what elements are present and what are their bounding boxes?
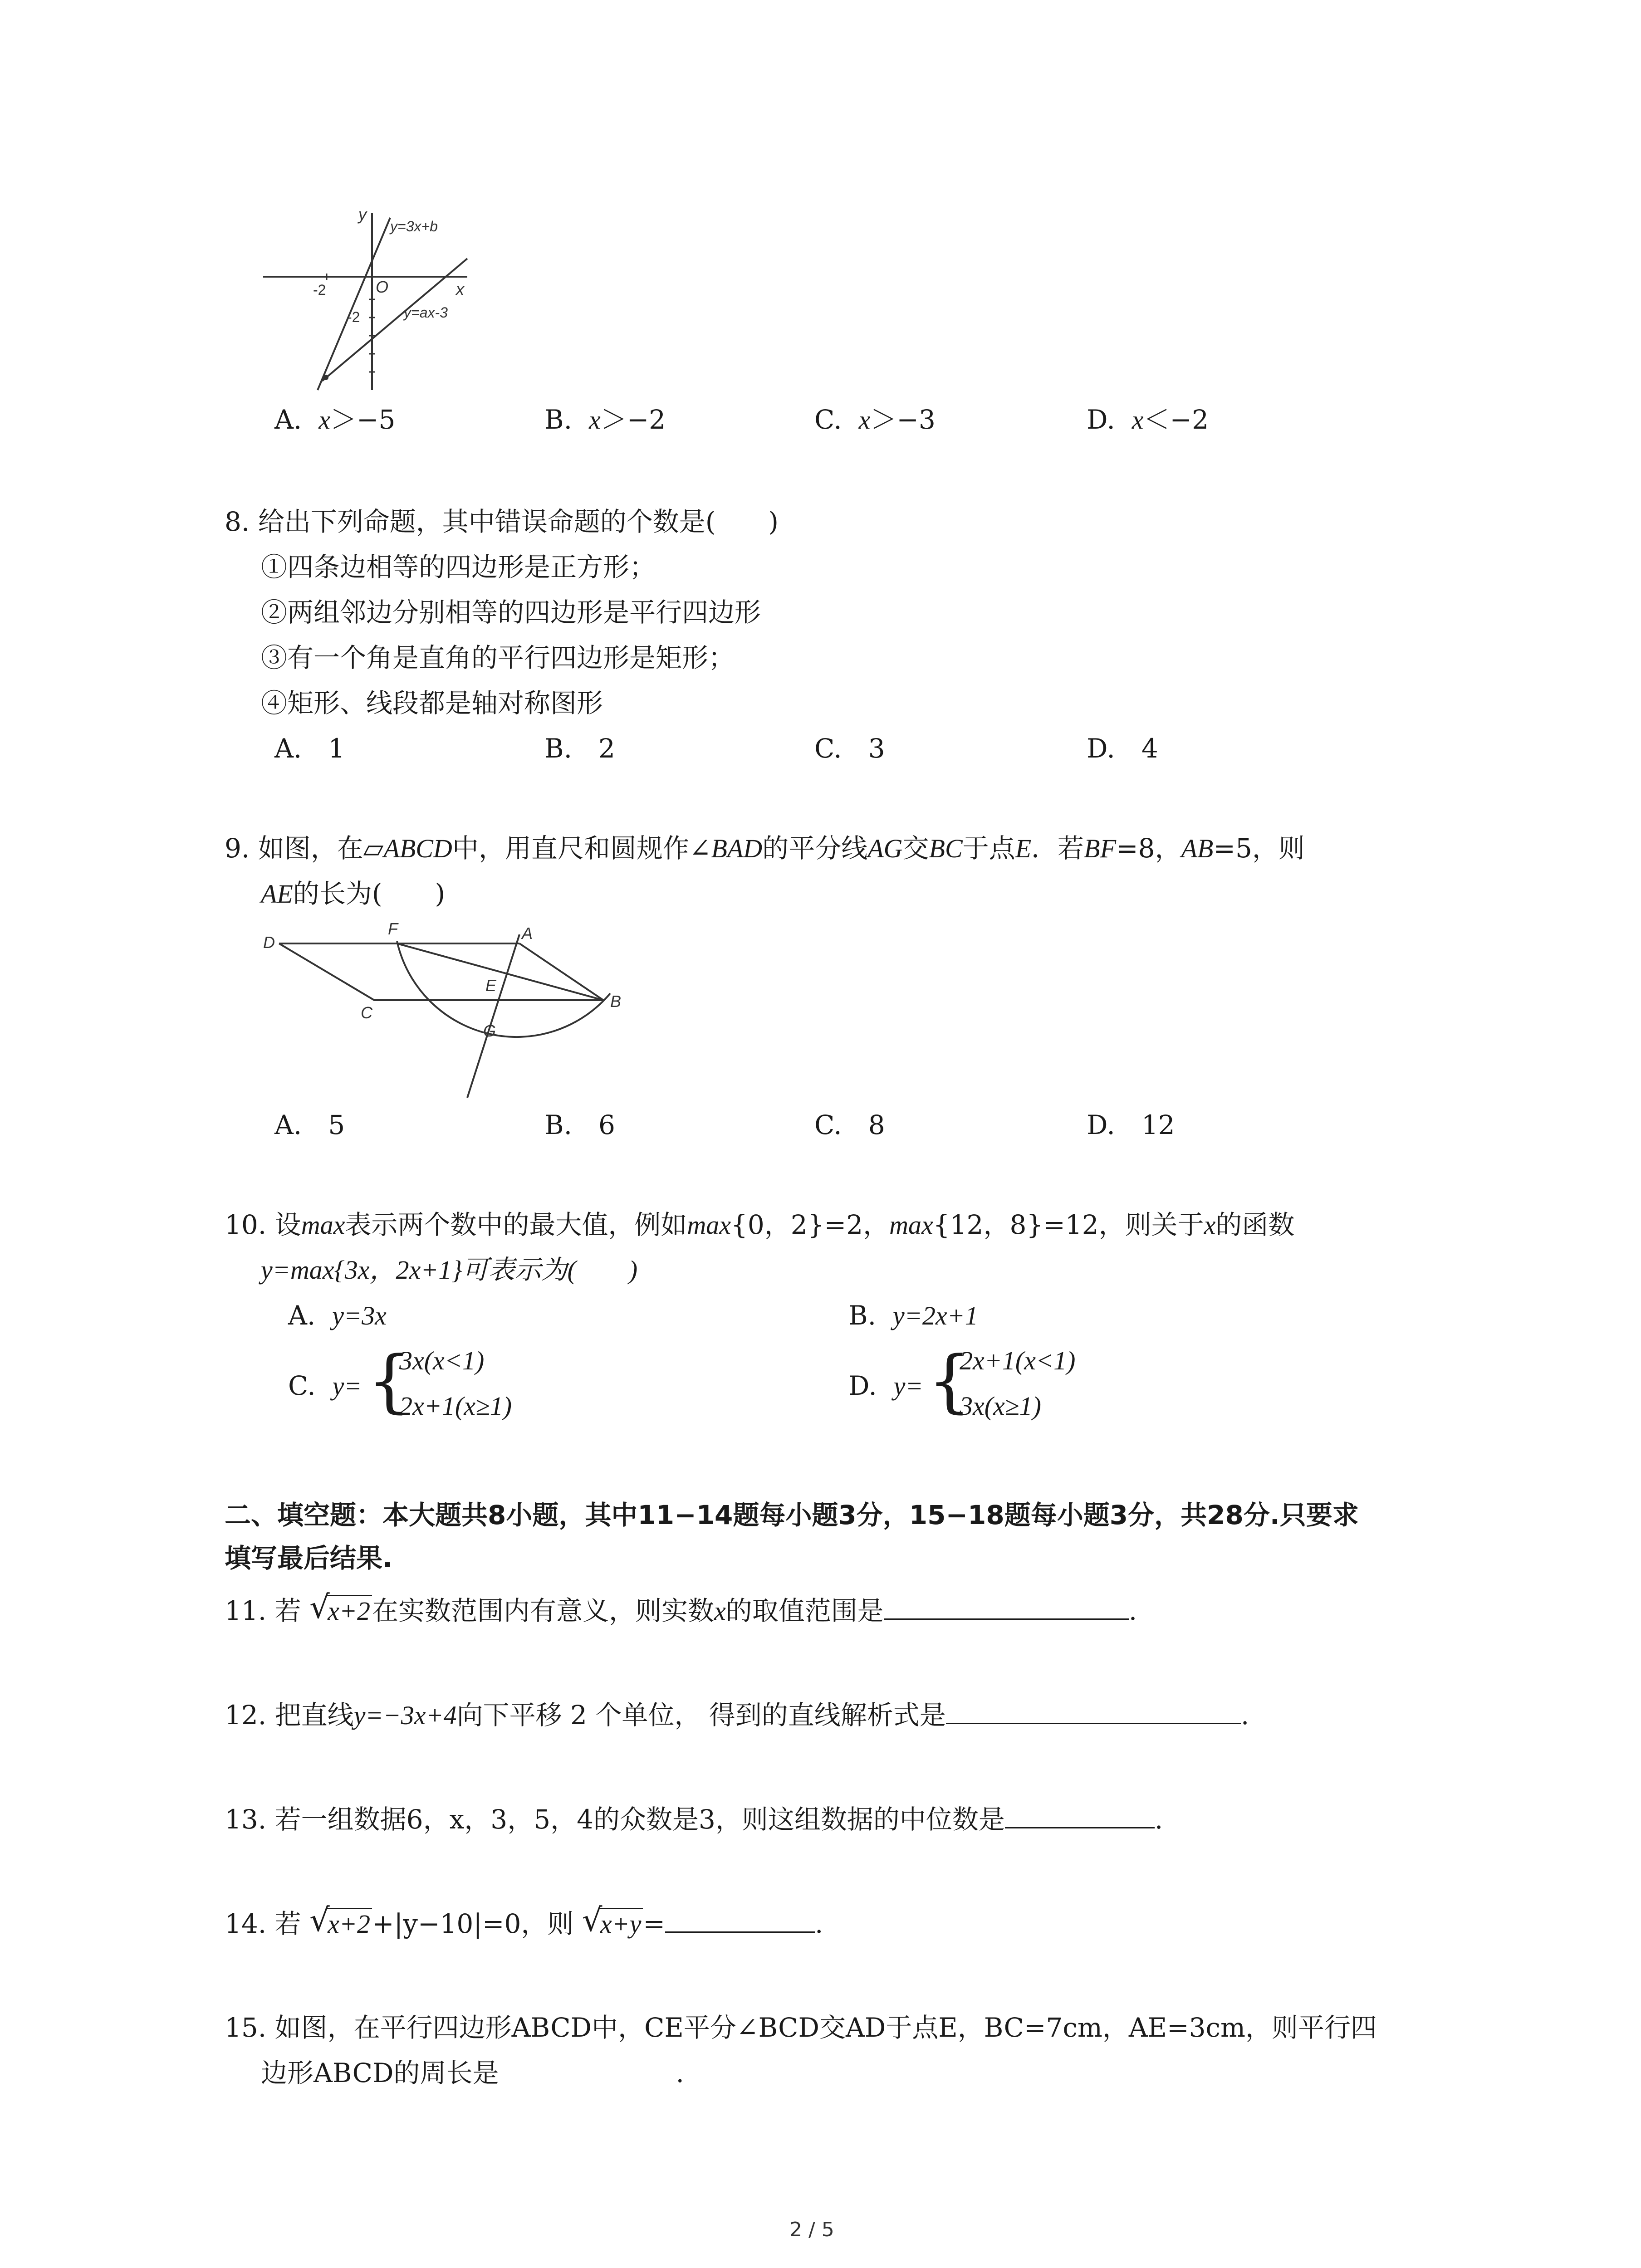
q10-option-c-brace: { (367, 1342, 411, 1421)
q9-option-a: A. 5 (274, 1110, 345, 1140)
q9-fig-c: C (361, 1003, 372, 1022)
q8-item-1: ①四条边相等的四边形是正方形； (261, 552, 656, 582)
q9-option-d: D. 12 (1087, 1110, 1175, 1140)
q11-sqrt: √ x+2 (309, 1593, 372, 1629)
q10-option-b: B. y=2x+1 (848, 1300, 978, 1331)
q8-item-4: ④矩形、线段都是轴对称图形 (261, 688, 603, 719)
q13-answer-blank[interactable] (1005, 1801, 1155, 1828)
q14-sqrt-2: √ x+y (582, 1906, 643, 1942)
q10-option-c-label: C. y= (288, 1370, 362, 1401)
page-number: 2 / 5 (789, 2218, 834, 2241)
fig7-y-label: y (358, 205, 367, 224)
q7-option-b: B. x＞−2 (544, 404, 666, 435)
q8-item-3: ③有一个角是直角的平行四边形是矩形； (261, 642, 735, 673)
q13: 13. 若一组数据6，x，3，5，4的众数是3，则这组数据的中位数是 . (225, 1801, 1163, 1838)
section2-heading-line1: 二、填空题：本大题共8小题，其中11−14题每小题3分，15−18题每小题3分，共28分.只要求 (225, 1500, 1359, 1530)
section2-heading-line2: 填写最后结果. (225, 1543, 393, 1574)
q8-option-a: A. 1 (274, 733, 345, 764)
fig7-x-label: x (456, 280, 464, 298)
q9-option-b: B. 6 (544, 1110, 615, 1140)
q9-fig-d: D (263, 933, 275, 952)
q14-answer-blank[interactable] (665, 1905, 815, 1933)
q9-fig-g: G (483, 1022, 496, 1040)
q10-option-c-top: 3x(x<1) (399, 1346, 485, 1375)
q14-sqrt-1: √ x+2 (309, 1906, 372, 1942)
q11-answer-blank[interactable] (884, 1592, 1129, 1620)
fig7-origin: O (376, 278, 389, 296)
q7-figure (254, 200, 508, 399)
q9-figure (259, 916, 635, 1107)
q12: 12. 把直线y=−3x+4向下平移 2 个单位， 得到的直线解析式是 . (225, 1696, 1249, 1734)
q7-option-a: A. x＞−5 (274, 404, 396, 435)
fig7-line2-label: y=ax-3 (404, 304, 448, 321)
q9-stem-line1: 9. 如图，在▱ABCD中，用直尺和圆规作∠BAD的平分线AG交BC于点E．若BF=8，AB=5，则 (225, 833, 1305, 864)
q15-line1: 15. 如图，在平行四边形ABCD中，CE平分∠BCD交AD于点E，BC=7cm，AE=3cm，则平行四 (225, 2012, 1377, 2043)
q7-option-d: D. x＜−2 (1087, 404, 1209, 435)
fig7-line1-label: y=3x+b (390, 218, 438, 235)
q8-option-b: B. 2 (544, 733, 615, 764)
q10-stem-line2: y=max{3x，2x+1}可表示为( ) (261, 1255, 638, 1285)
q8-option-d: D. 4 (1087, 733, 1158, 764)
q11: 11. 若 √ x+2在实数范围内有意义，则实数x的取值范围是 . (225, 1592, 1137, 1629)
q10-option-c-bottom: 2x+1(x≥1) (399, 1391, 512, 1421)
q9-fig-e: E (485, 976, 497, 995)
fig7-tick-x: -2 (313, 282, 326, 298)
q10-option-d-bottom: 3x(x≥1) (960, 1391, 1041, 1421)
q9-fig-f: F (388, 919, 398, 938)
q9-fig-a: A (522, 924, 533, 943)
q8-item-2: ②两组邻边分别相等的四边形是平行四边形 (261, 597, 761, 628)
q8-stem: 8. 给出下列命题，其中错误命题的个数是( ) (225, 506, 779, 537)
q8-option-c: C. 3 (814, 733, 885, 764)
q7-option-c: C. x＞−3 (814, 404, 936, 435)
q10-option-d-label: D. y= (848, 1370, 923, 1401)
q12-answer-blank[interactable] (946, 1696, 1241, 1724)
q15-line2: 边形ABCD的周长是 . (261, 2058, 684, 2088)
q14: 14. 若 √ x+2+|y−10|=0，则 √ x+y= . (225, 1905, 823, 1942)
q9-fig-b: B (610, 992, 622, 1011)
q10-stem-line1: 10. 设max表示两个数中的最大值，例如max{0，2}=2，max{12，8}=12，则关于x的函数 (225, 1209, 1295, 1240)
fig7-tick-y: -2 (347, 309, 360, 325)
q9-option-c: C. 8 (814, 1110, 885, 1140)
q10-option-a: A. y=3x (288, 1300, 387, 1331)
q10-option-d-top: 2x+1(x<1) (960, 1346, 1076, 1375)
q9-stem-line2: AE的长为( ) (261, 878, 446, 909)
q10-option-d-brace: { (928, 1342, 971, 1421)
